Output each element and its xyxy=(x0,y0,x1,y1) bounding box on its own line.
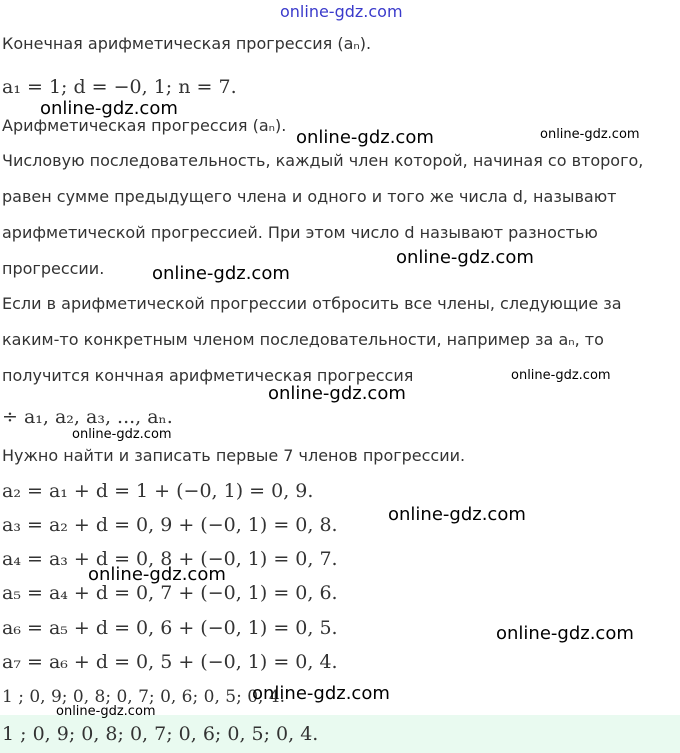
step-a5: a₅ = a₄ + d = 0, 7 + (−0, 1) = 0, 6. xyxy=(2,582,338,604)
watermark: online-gdz.com xyxy=(296,127,434,148)
step-a4: a₄ = a₃ + d = 0, 8 + (−0, 1) = 0, 7. xyxy=(2,548,338,570)
watermark: online-gdz.com xyxy=(268,383,406,404)
watermark: online-gdz.com xyxy=(496,623,634,644)
given-values: a₁ = 1; d = −0, 1; n = 7. xyxy=(2,76,237,98)
theory-line-5: Если в арифметической прогрессии отбросить все члены, следующие за xyxy=(2,294,622,313)
theory-line-2: равен сумме предыдущего члена и одного и того же числа d, называют xyxy=(2,187,617,206)
watermark: online-gdz.com xyxy=(72,427,172,442)
theory-line-7: получится кончная арифметическая прогрессия xyxy=(2,366,414,385)
step-a7: a₇ = a₆ + d = 0, 5 + (−0, 1) = 0, 4. xyxy=(2,651,338,673)
task-line: Нужно найти и записать первые 7 членов прогрессии. xyxy=(2,446,466,465)
theory-line-3: арифметической прогрессией. При этом число d называют разностью xyxy=(2,223,598,242)
theory-line-6: каким-то конкретным членом последовательности, например за aₙ, то xyxy=(2,330,604,349)
theory-heading: Арифметическая прогрессия (aₙ). xyxy=(2,116,287,135)
theory-line-4: прогрессии. xyxy=(2,259,105,278)
watermark: online-gdz.com xyxy=(88,564,226,585)
result-line: 1 ; 0, 9; 0, 8; 0, 7; 0, 6; 0, 5; 0, 4. xyxy=(2,687,286,707)
theory-line-1: Числовую последовательность, каждый член которой, начиная со второго, xyxy=(2,151,644,170)
answer-text: 1 ; 0, 9; 0, 8; 0, 7; 0, 6; 0, 5; 0, 4. xyxy=(2,723,319,745)
intro-line: Конечная арифметическая прогрессия (aₙ). xyxy=(2,34,372,53)
watermark: online-gdz.com xyxy=(152,263,290,284)
watermark: online-gdz.com xyxy=(396,247,534,268)
watermark: online-gdz.com xyxy=(252,683,390,704)
step-a3: a₃ = a₂ + d = 0, 9 + (−0, 1) = 0, 8. xyxy=(2,514,338,536)
watermark: online-gdz.com xyxy=(56,704,156,719)
step-a2: a₂ = a₁ + d = 1 + (−0, 1) = 0, 9. xyxy=(2,480,314,502)
sequence-notation: ÷ a₁, a₂, a₃, ..., aₙ. xyxy=(2,406,173,428)
answer-box xyxy=(0,715,680,753)
site-watermark-top: online-gdz.com xyxy=(280,2,403,21)
watermark: online-gdz.com xyxy=(540,127,640,142)
watermark: online-gdz.com xyxy=(511,368,611,383)
step-a6: a₆ = a₅ + d = 0, 6 + (−0, 1) = 0, 5. xyxy=(2,617,338,639)
watermark: online-gdz.com xyxy=(388,504,526,525)
watermark: online-gdz.com xyxy=(40,98,178,119)
